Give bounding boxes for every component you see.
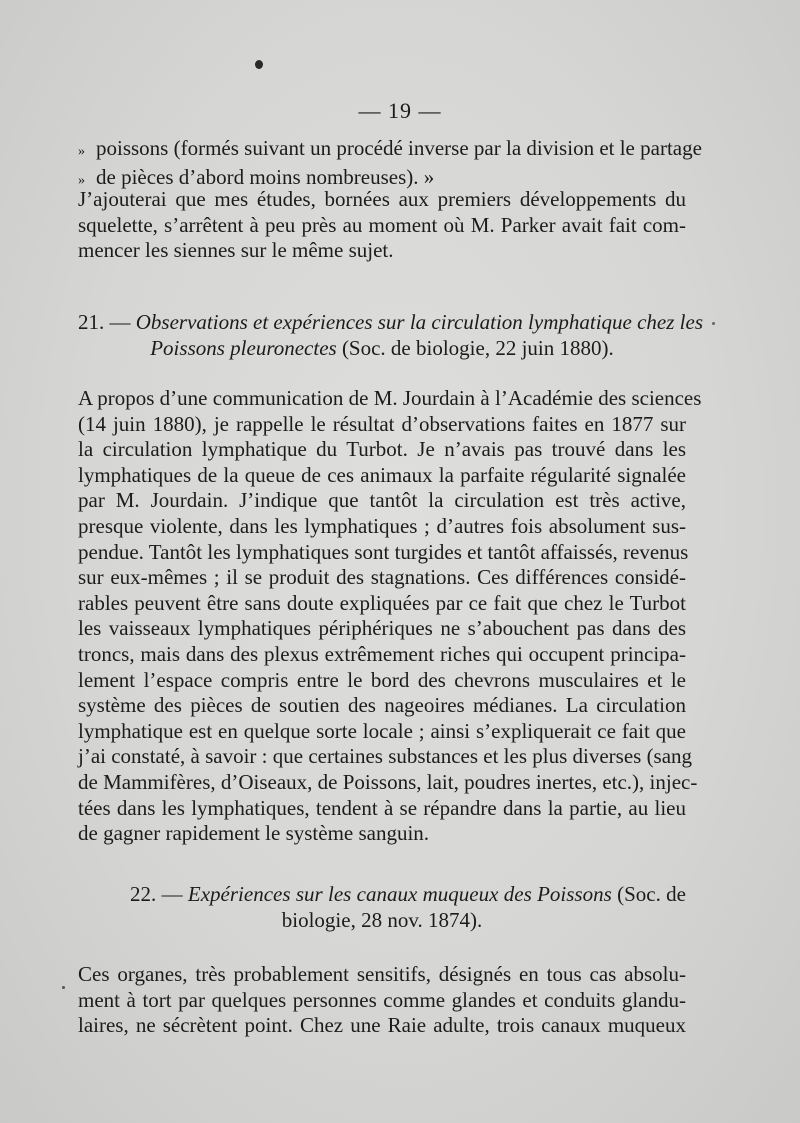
opening-quote <box>78 136 702 193</box>
section-source: (Soc. de <box>617 882 686 906</box>
text-line: système des pièces de soutien des nageoires médianes. La circulation <box>78 693 686 718</box>
heading-line <box>78 881 686 907</box>
paragraph <box>78 187 686 264</box>
section-dash: — <box>161 882 183 906</box>
text-line: laires, ne sécrètent point. Chez une Raie adulte, trois canaux muqueux <box>78 1013 686 1038</box>
margin-mark <box>62 986 65 989</box>
section-title: Observations et expériences sur la circulation lymphatique chez les <box>135 310 704 334</box>
text-line: j’ai constaté, à savoir : que certaines substances et les plus diverses (sang <box>78 744 693 769</box>
quote-line <box>78 136 702 165</box>
text-line: (14 juin 1880), je rappelle le résultat d’observations faites en 1877 sur <box>78 411 686 436</box>
text-line: lement l’espace compris entre le bord des chevrons musculaires et le <box>78 667 686 692</box>
section-number: 21. <box>78 310 105 334</box>
section-title: Expériences sur les canaux muqueux des Poissons <box>187 882 612 906</box>
paragraph <box>78 386 702 847</box>
margin-mark <box>712 322 715 325</box>
quote-text: poissons (formés suivant un procédé inverse par la division et le partage <box>96 136 702 160</box>
ink-spot <box>255 60 263 69</box>
text-line: lymphatique est en quelque sorte locale ; ainsi s’expliquerait ce fait que <box>78 718 686 743</box>
text-line: sur eux-mêmes ; il se produit des stagnations. Ces différences considé- <box>78 565 686 590</box>
text-line: ment à tort par quelques personnes comme glandes et conduits glandu- <box>78 987 686 1012</box>
text-line: de Mammifères, d’Oiseaux, de Poissons, lait, poudres inertes, etc.), injec- <box>78 769 698 794</box>
heading-line <box>78 335 686 361</box>
text-line: mencer les siennes sur le même sujet. <box>78 238 394 263</box>
text-line: tées dans les lymphatiques, tendent à se répandre dans la partie, au lieu <box>78 795 686 820</box>
text-line: lymphatiques de la queue de ces animaux la parfaite régularité signalée <box>78 462 686 487</box>
section-heading <box>78 881 686 933</box>
text-line: Ces organes, très probablement sensitifs, désignés en tous cas absolu- <box>78 962 686 986</box>
quote-text: de pièces d’abord moins nombreuses). » <box>96 164 435 189</box>
text-line: la circulation lymphatique du Turbot. Je n’avais pas trouvé dans les <box>78 437 686 462</box>
text-line: J’ajouterai que mes études, bornées aux premiers développements du <box>78 187 686 211</box>
section-title: Poissons pleuronectes <box>150 336 337 360</box>
heading-line <box>78 309 704 335</box>
text-line: pendue. Tantôt les lymphatiques sont turgides et tantôt affaissés, revenus <box>78 539 689 564</box>
text-line: les vaisseaux lymphatiques périphériques ne s’abouchent pas dans des <box>78 616 686 641</box>
page-number: — 19 — <box>358 98 442 123</box>
text-line: rables peuvent être sans doute expliquées par ce fait que chez le Turbot <box>78 590 686 615</box>
text-line: A propos d’une communication de M. Jourdain à l’Académie des sciences <box>78 386 702 410</box>
section-heading <box>78 309 704 361</box>
quote-mark: » <box>78 172 85 188</box>
text-line: presque violente, dans les lymphatiques ; d’autres fois absolument sus- <box>78 513 686 538</box>
text-line: squelette, s’arrêtent à peu près au moment où M. Parker avait fait com- <box>78 212 686 237</box>
text-line: troncs, mais dans des plexus extrêmement riches qui occupent principa- <box>78 641 686 666</box>
heading-line: biologie, 28 nov. 1874). <box>281 908 483 932</box>
section-number: 22. <box>130 882 157 906</box>
paragraph <box>78 962 686 1039</box>
quote-mark: » <box>78 144 85 159</box>
text-line: par M. Jourdain. J’indique que tantôt la circulation est très active, <box>78 488 686 513</box>
text-line: de gagner rapidement le système sanguin. <box>78 821 430 846</box>
section-source: (Soc. de biologie, 22 juin 1880). <box>341 336 614 360</box>
section-dash: — <box>109 310 131 334</box>
